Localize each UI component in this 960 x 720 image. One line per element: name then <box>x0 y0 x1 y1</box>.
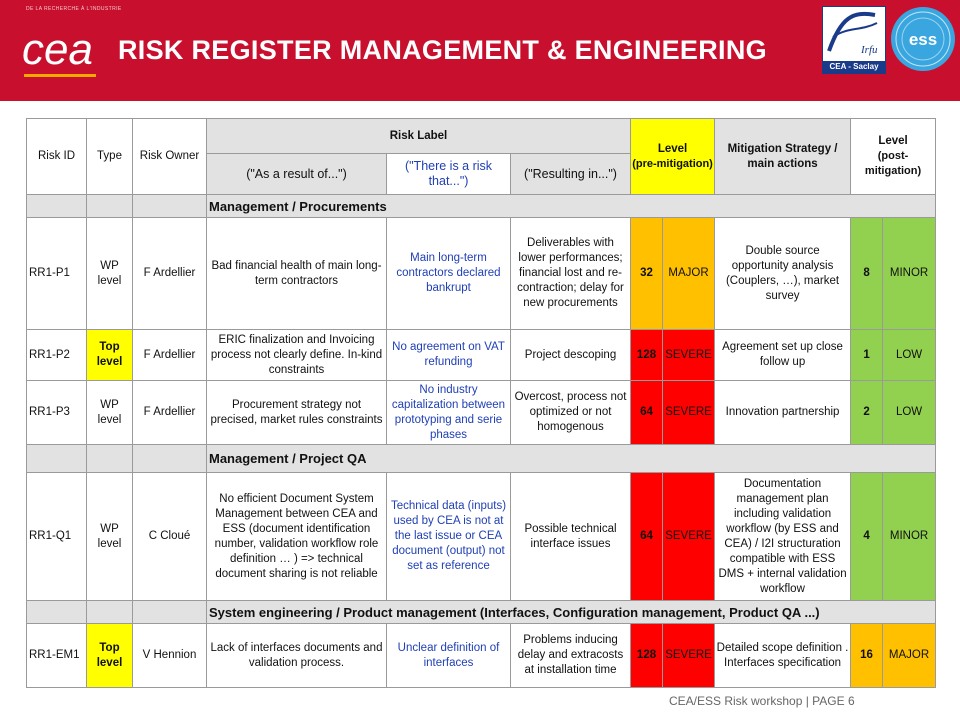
header-level-pre-sub: (pre-mitigation) <box>632 157 713 170</box>
header-banner <box>0 0 960 101</box>
risk-effect: Possible technical interface issues <box>511 473 631 601</box>
table-row <box>27 381 936 445</box>
risk-effect: Overcost, process not optimized or not homogenous <box>511 381 631 445</box>
ess-logo-text: ess <box>908 30 938 49</box>
risk-register-table <box>26 118 936 688</box>
section-title: Management / Project QA <box>207 445 936 473</box>
pre-score: 128 <box>631 624 663 688</box>
cea-logo-text: cea <box>22 25 93 74</box>
risk-cause: ERIC finalization and Invoicing process not clearly define. In-kind constraints <box>207 330 387 381</box>
header-as-result: ("As a result of...") <box>207 154 387 195</box>
post-score: 16 <box>851 624 883 688</box>
section-row <box>27 195 936 218</box>
risk-owner: F Ardellier <box>133 381 207 445</box>
pre-score: 64 <box>631 381 663 445</box>
post-level: LOW <box>883 330 936 381</box>
risk-owner: F Ardellier <box>133 330 207 381</box>
header-risk-id: Risk ID <box>27 119 87 195</box>
header-mitigation: Mitigation Strategy / main actions <box>715 119 851 195</box>
risk-id: RR1-P2 <box>27 330 87 381</box>
header-type: Type <box>87 119 133 195</box>
header-level-post-sub: (post-mitigation) <box>864 150 922 177</box>
table-row <box>27 218 936 330</box>
post-score: 1 <box>851 330 883 381</box>
irfu-caption: CEA - Saclay <box>823 61 885 73</box>
mitigation: Documentation management plan including validation workflow (by ESS and CEA) / I2I structuration compatible with ESS DMS + internal validation workflow <box>715 473 851 601</box>
header-level-pre <box>631 119 715 195</box>
pre-level: SEVERE <box>663 330 715 381</box>
risk-owner: C Cloué <box>133 473 207 601</box>
pre-score: 64 <box>631 473 663 601</box>
mitigation: Detailed scope definition . Interfaces specification <box>715 624 851 688</box>
section-title: System engineering / Product management (Interfaces, Configuration management, Product QA ...) <box>207 601 936 624</box>
table-row <box>27 330 936 381</box>
mitigation: Innovation partnership <box>715 381 851 445</box>
risk-cause: Lack of interfaces documents and validation process. <box>207 624 387 688</box>
header-level-post-title: Level <box>878 135 908 147</box>
pre-level: SEVERE <box>663 624 715 688</box>
org-tagline: DE LA RECHERCHE À L'INDUSTRIE <box>26 6 122 12</box>
header-there-is-risk: ("There is a risk that...") <box>387 154 511 195</box>
pre-level: SEVERE <box>663 473 715 601</box>
risk-statement: Unclear definition of interfaces <box>387 624 511 688</box>
page-title: RISK REGISTER MANAGEMENT & ENGINEERING <box>118 35 767 65</box>
footer-page-label: CEA/ESS Risk workshop | PAGE 6 <box>669 694 855 708</box>
risk-statement: No agreement on VAT refunding <box>387 330 511 381</box>
table-row <box>27 624 936 688</box>
risk-owner: V Hennion <box>133 624 207 688</box>
risk-effect: Problems inducing delay and extracosts at installation time <box>511 624 631 688</box>
risk-cause: Procurement strategy not precised, market rules constraints <box>207 381 387 445</box>
table-row <box>27 473 936 601</box>
risk-type: Top level <box>87 624 133 688</box>
irfu-logo <box>822 6 886 74</box>
risk-type: Top level <box>87 330 133 381</box>
risk-type: WP level <box>87 381 133 445</box>
pre-score: 128 <box>631 330 663 381</box>
risk-type: WP level <box>87 218 133 330</box>
risk-id: RR1-EM1 <box>27 624 87 688</box>
risk-id: RR1-Q1 <box>27 473 87 601</box>
risk-id: RR1-P3 <box>27 381 87 445</box>
risk-cause: Bad financial health of main long-term contractors <box>207 218 387 330</box>
section-row <box>27 601 936 624</box>
risk-effect: Project descoping <box>511 330 631 381</box>
header-resulting-in: ("Resulting in...") <box>511 154 631 195</box>
section-row <box>27 445 936 473</box>
post-level: MINOR <box>883 218 936 330</box>
irfu-logo-icon <box>823 7 885 61</box>
post-level: MAJOR <box>883 624 936 688</box>
header-level-pre-title: Level <box>657 142 688 155</box>
risk-statement: Main long-term contractors declared bankrupt <box>387 218 511 330</box>
ess-logo <box>890 6 956 72</box>
post-level: MINOR <box>883 473 936 601</box>
risk-type: WP level <box>87 473 133 601</box>
header-level-post <box>851 119 936 195</box>
section-title: Management / Procurements <box>207 195 936 218</box>
mitigation: Agreement set up close follow up <box>715 330 851 381</box>
ess-logo-icon <box>890 6 956 72</box>
cea-logo <box>22 24 102 87</box>
post-score: 8 <box>851 218 883 330</box>
header-risk-label: Risk Label <box>207 119 631 154</box>
pre-level: MAJOR <box>663 218 715 330</box>
post-level: LOW <box>883 381 936 445</box>
pre-score: 32 <box>631 218 663 330</box>
risk-statement: No industry capitalization between prototyping and serie phases <box>387 381 511 445</box>
risk-cause: No efficient Document System Management between CEA and ESS (document identification number, validation workflow role definition … ) => technical document sharing is not reliable <box>207 473 387 601</box>
irfu-mark: Irfu <box>861 44 878 56</box>
post-score: 4 <box>851 473 883 601</box>
mitigation: Double source opportunity analysis (Couplers, …), market survey <box>715 218 851 330</box>
pre-level: SEVERE <box>663 381 715 445</box>
risk-statement: Technical data (inputs) used by CEA is not at the last issue or CEA document (output) not set as reference <box>387 473 511 601</box>
post-score: 2 <box>851 381 883 445</box>
risk-id: RR1-P1 <box>27 218 87 330</box>
risk-effect: Deliverables with lower performances; financial lost and re-contraction; delay for new procurements <box>511 218 631 330</box>
risk-owner: F Ardellier <box>133 218 207 330</box>
header-risk-owner: Risk Owner <box>133 119 207 195</box>
